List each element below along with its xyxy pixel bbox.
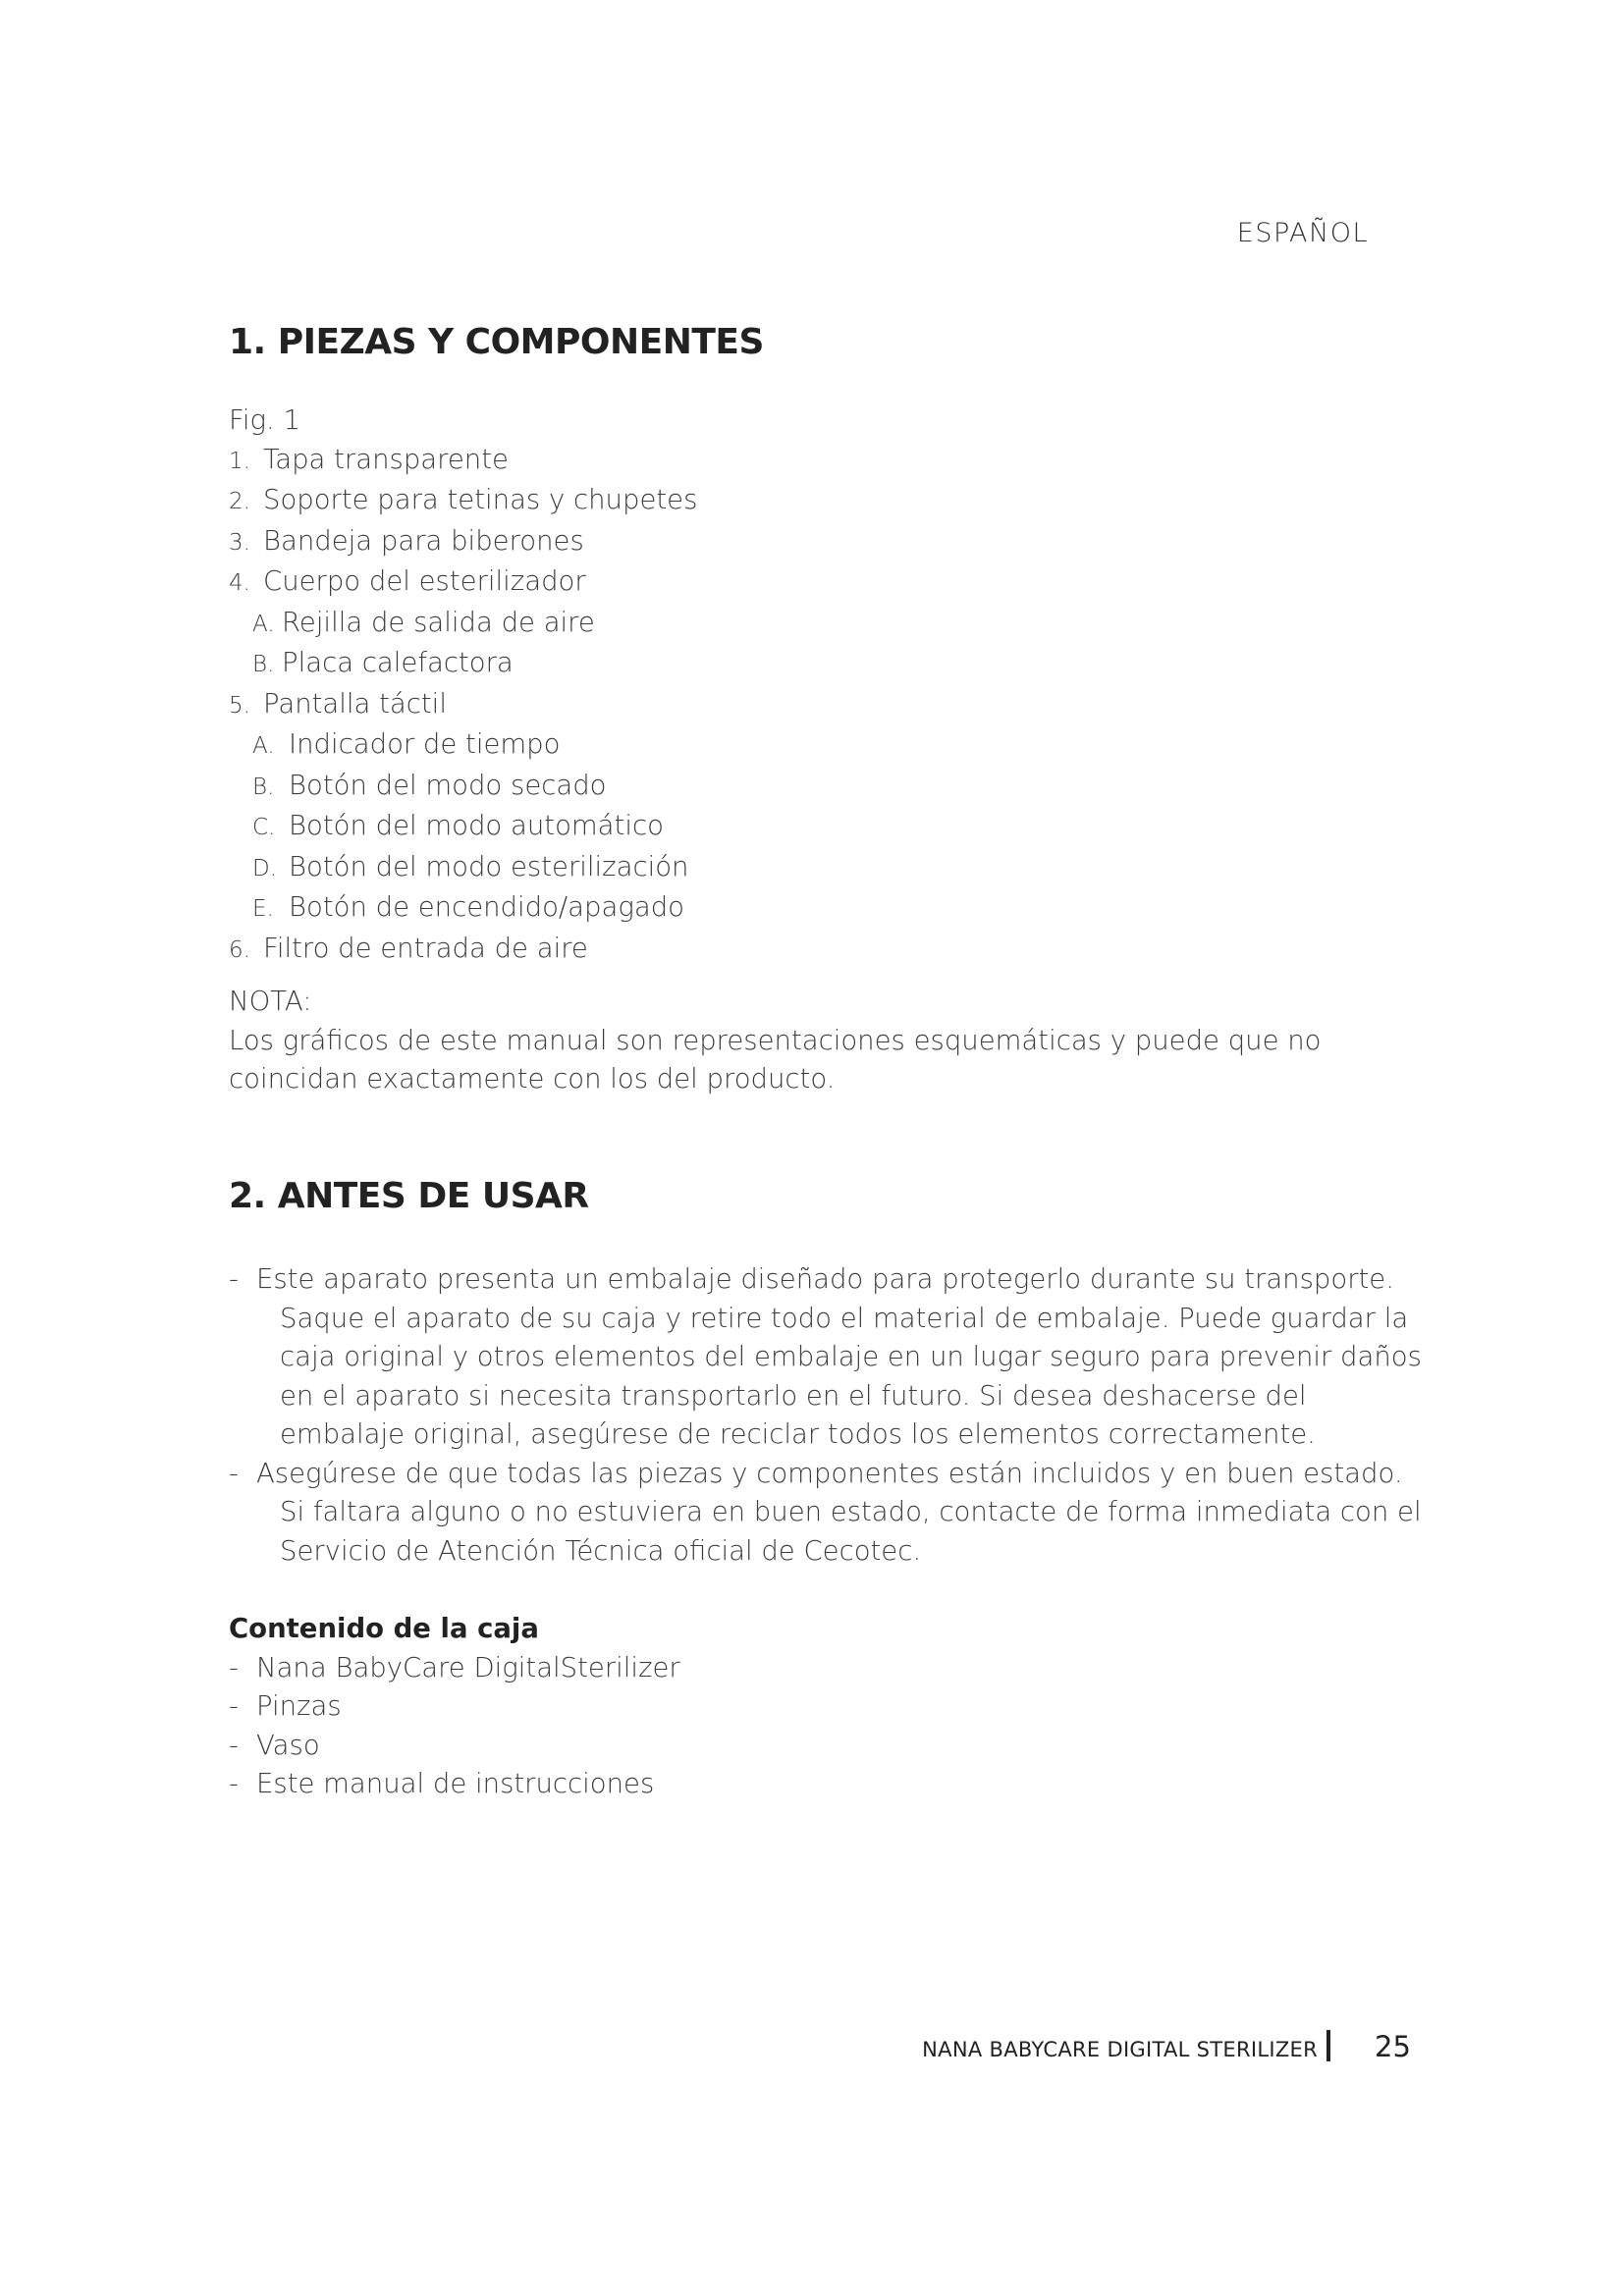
- sub-list-item: [252, 848, 697, 889]
- item-number: 1.: [229, 448, 250, 474]
- sub-list-item: [252, 888, 697, 930]
- item-number: 2.: [229, 489, 250, 514]
- sub-list-item: [252, 604, 697, 645]
- sub-list-item: [252, 644, 697, 685]
- box-contents-block: [229, 1610, 680, 1804]
- sub-list-item: [252, 725, 697, 767]
- sub-item-letter: B.: [252, 774, 275, 800]
- box-contents-title: Contenido de la caja: [229, 1613, 539, 1644]
- bullet-dash: -: [229, 1651, 239, 1683]
- language-label: ESPAÑOL: [1236, 218, 1369, 248]
- sub-item-letter: D.: [252, 855, 278, 881]
- parts-list: [229, 441, 697, 971]
- item-label: Tapa transparente: [263, 443, 509, 475]
- item-label: Bandeja para biberones: [263, 524, 584, 557]
- item-number: 5.: [229, 692, 250, 719]
- sub-item-label: Indicador de tiempo: [289, 728, 561, 760]
- list-item: [229, 522, 697, 563]
- list-item: [229, 930, 697, 971]
- box-item-label: Nana BabyCare DigitalSterilizer: [256, 1651, 680, 1683]
- note-block: [229, 983, 1446, 1099]
- box-contents-list: [229, 1649, 680, 1804]
- note-label: NOTA:: [229, 986, 312, 1017]
- sub-item-label: Botón de encendido/apagado: [289, 891, 684, 923]
- before-use-block: [229, 1260, 1422, 1571]
- item-number: 6.: [229, 936, 250, 963]
- list-item: [229, 1727, 680, 1766]
- item-label: Filtro de entrada de aire: [263, 932, 588, 964]
- sub-list: [229, 604, 697, 685]
- box-item-label: Pinzas: [256, 1690, 342, 1722]
- bullet-dash: -: [229, 1729, 239, 1761]
- sub-item-label: Botón del modo esterilización: [289, 850, 689, 882]
- item-number: 3.: [229, 529, 250, 556]
- instruction-text: Este aparato presenta un embalaje diseñado para protegerlo durante su transporte. Saque el aparato de su caja y retire todo el material de embalaje. Puede guardar la caja original y otros elementos del embalaje en un lugar seguro para prevenir daños en el aparato si necesita transportarlo en el futuro. Si desea deshacerse del embalaje original, asegúrese de reciclar todos los elementos correctamente.: [256, 1263, 1422, 1450]
- item-label: Soporte para tetinas y chupetes: [263, 484, 698, 515]
- section-title-before-use: 2. ANTES DE USAR: [229, 1176, 589, 1216]
- item-label: Cuerpo del esterilizador: [263, 565, 586, 597]
- sub-item-letter: B.: [252, 652, 275, 677]
- sub-item-letter: C.: [252, 815, 276, 840]
- bullet-dash: -: [229, 1457, 239, 1489]
- bullet-dash: -: [229, 1690, 239, 1722]
- instruction-text: Asegúrese de que todas las piezas y componentes están incluidos y en buen estado. Si faltara alguno o no estuviera en buen estado, contacte de forma inmediata con el Servicio de Atención Técnica oficial de Cecotec.: [256, 1457, 1422, 1567]
- section-title-parts: 1. PIEZAS Y COMPONENTES: [229, 322, 764, 362]
- page-footer: [0, 2030, 1624, 2069]
- instructions-list: [229, 1260, 1422, 1571]
- sub-item-label: Rejilla de salida de aire: [282, 606, 595, 638]
- list-item: [229, 1765, 680, 1804]
- sub-list: [229, 725, 697, 930]
- bullet-dash: -: [229, 1768, 239, 1799]
- list-item: [229, 562, 697, 685]
- sub-item-letter: E.: [252, 896, 274, 922]
- footer-divider: [1326, 2030, 1330, 2061]
- sub-item-letter: A.: [252, 733, 275, 759]
- figure-label: Fig. 1: [229, 404, 300, 436]
- list-item: [229, 1649, 680, 1688]
- sub-item-label: Botón del modo secado: [289, 769, 607, 801]
- sub-list-item: [252, 807, 697, 848]
- footer-product-name: NANA BABYCARE DIGITAL STERILIZER: [922, 2038, 1318, 2061]
- list-item: [229, 441, 697, 482]
- box-item-label: Vaso: [256, 1729, 320, 1761]
- list-item: [229, 1687, 680, 1727]
- box-item-label: Este manual de instrucciones: [256, 1768, 655, 1799]
- bullet-dash: -: [229, 1263, 239, 1295]
- list-item: [229, 1455, 1422, 1572]
- list-item: [229, 1260, 1422, 1455]
- note-text: Los gráficos de este manual son representaciones esquemáticas y puede que no coincidan exactamente con los del producto.: [229, 1024, 1322, 1095]
- sub-item-label: Placa calefactora: [282, 647, 514, 678]
- sub-item-letter: A.: [252, 611, 275, 637]
- sub-list-item: [252, 767, 697, 808]
- list-item: [229, 685, 697, 930]
- page-number: 25: [1375, 2030, 1411, 2063]
- item-label: Pantalla táctil: [263, 687, 447, 720]
- sub-item-label: Botón del modo automático: [289, 810, 664, 841]
- item-number: 4.: [229, 570, 250, 596]
- list-item: [229, 481, 697, 522]
- parts-components-block: [229, 401, 697, 970]
